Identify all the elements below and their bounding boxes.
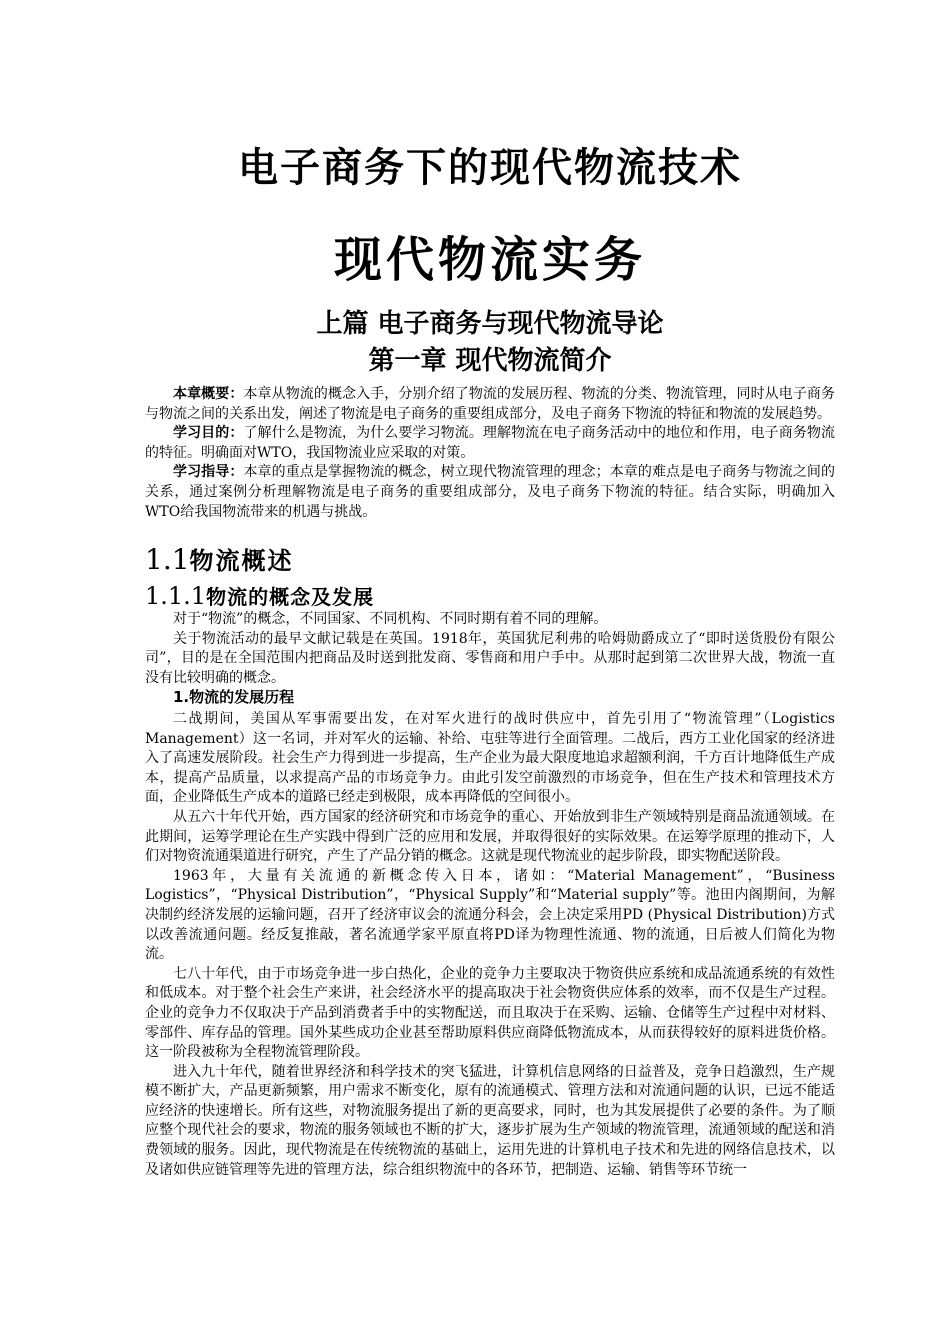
body-paragraph: 关于物流活动的最早文献记载是在英国。1918年，英国犹尼利弗的哈姆勋爵成立了“即时送货股份有限公司”，目的是在全国范围内把商品及时送到批发商、零售商和用户手中。从那时起到第二次世界大战，物流一直没有比较明确的概念。 [145, 630, 835, 686]
chapter-intro [145, 385, 835, 522]
body-paragraph: 二战期间，美国从军事需要出发，在对军火进行的战时供应中，首先引用了“物流管理”（Logistics Management）这一名词，并对军火的运输、补给、屯驻等进行全面管理。二战后，西方工业化国家的经济进入了高速发展阶段。社会生产力得到进一步提高，生产企业为最大限度地追求超额利润，千方百计地降低生产成本，提高产品质量，以求提高产品的市场竞争力。由此引发空前激烈的市场竞争，但在生产技术和管理技术方面，企业降低生产成本的道路已经走到极限，成本再降低的空间很小。 [145, 711, 835, 806]
body-paragraph: 对于“物流”的概念，不同国家、不同机构、不同时期有着不同的理解。 [173, 611, 608, 627]
intro-purpose-label: 学习目的： [173, 425, 244, 442]
numbered-subheading: 1.物流的发展历程 [173, 688, 295, 706]
intro-guidance [145, 463, 835, 522]
chapter-title: 第一章 现代物流简介 [368, 346, 612, 376]
body-paragraph: 1963年，大量有关流通的新概念传入日本，诸如：“Material Management”，“Business Logistics”，“Physical Distribution”，“Physical Supply”和“Material supply”等。池田内阁期间，为解决制约经济发展的运输问题，召开了经济审议会的流通分科会，会上决定采用PD (Physical Distribution)方式以改善流通问题。经反复推敲，著名流通学家平原直将PD译为物理性流通、物的流通，日后被人们简化为物流。 [145, 867, 835, 963]
body-paragraph: 七八十年代，由于市场竞争进一步白热化，企业的竞争力主要取决于物资供应系统和成品流通系统的有效性和低成本。对于整个社会生产来讲，社会经济水平的提高取决于社会物资供应体系的效率，而不仅是生产过程。企业的竞争力不仅取决于产品到消费者手中的实物配送，而且取决于在采购、运输、仓储等生产过程中对材料、零部件、库存品的管理。国外某些成功企业甚至帮助原料供应商降低物流成本，从而获得较好的原料进货价格。这一阶段被称为全程物流管理阶段。 [145, 965, 835, 1061]
body-paragraph: 从五六十年代开始，西方国家的经济研究和市场竞争的重心、开始放到非生产领域特别是商品流通领域。在此期间，运筹学理论在生产实践中得到广泛的应用和发展，并取得很好的实际效果。在运筹学原理的推动下，人们对物资流通渠道进行研究，产生了产品分销的概念。这就是现代物流业的起步阶段，即实物配送阶段。 [145, 808, 835, 865]
document-subtitle: 现代物流实务 [333, 232, 646, 288]
section-heading [145, 540, 294, 584]
part-title: 上篇 电子商务与现代物流导论 [316, 309, 664, 339]
intro-purpose [145, 424, 835, 463]
intro-summary [145, 385, 835, 424]
section-title: 物流概述 [189, 547, 294, 575]
document-title: 电子商务下的现代物流技术 [238, 145, 742, 191]
intro-guidance-label: 学习指导： [173, 464, 244, 481]
subsection-number: 1.1.1 [145, 582, 207, 610]
body-paragraph: 进入九十年代，随着世界经济和科学技术的突飞猛进，计算机信息网络的日益普及，竞争日趋激烈，生产规模不断扩大，产品更新频繁，用户需求不断变化，原有的流通模式、管理方法和对流通问题的认识，已远不能适应经济的快速增长。所有这些，对物流服务提出了新的更高要求，同时，也为其发展提供了必要的条件。为了顺应整个现代社会的要求，物流的服务领域也不断的扩大，逐步扩展为生产领域的物流管理，流通领域的配送和消费领域的服务。因此，现代物流是在传统物流的基础上，运用先进的计算机电子技术和先进的网络信息技术，以及诸如供应链管理等先进的管理方法，综合组织物流中的各环节，把制造、运输、销售等环节统一 [145, 1063, 835, 1178]
intro-summary-label: 本章概要： [173, 386, 244, 402]
section-number: 1.1 [145, 543, 190, 576]
intro-summary-text: 本章从物流的概念入手，分别介绍了物流的发展历程、物流的分类、物流管理，同时从电子商务与物流之间的关系出发，阐述了物流是电子商务的重要组成部分，及电子商务下物流的特征和物流的发展趋势。 [145, 386, 836, 422]
intro-guidance-text: 本章的重点是掌握物流的概念，树立现代物流管理的理念；本章的难点是电子商务与物流之间的关系，通过案例分析理解物流是电子商务的重要组成部分，及电子商务下物流的特征。结合实际，明确加入WTO给我国物流带来的机遇与挑战。 [145, 464, 836, 520]
concept-paragraphs [145, 610, 835, 688]
subsection-title: 物流的概念及发展 [206, 585, 375, 609]
history-paragraphs [145, 710, 835, 1180]
intro-purpose-text: 了解什么是物流，为什么要学习物流。理解物流在电子商务活动中的地位和作用，电子商务物流的特征。明确面对WTO，我国物流业应采取的对策。 [145, 425, 836, 461]
